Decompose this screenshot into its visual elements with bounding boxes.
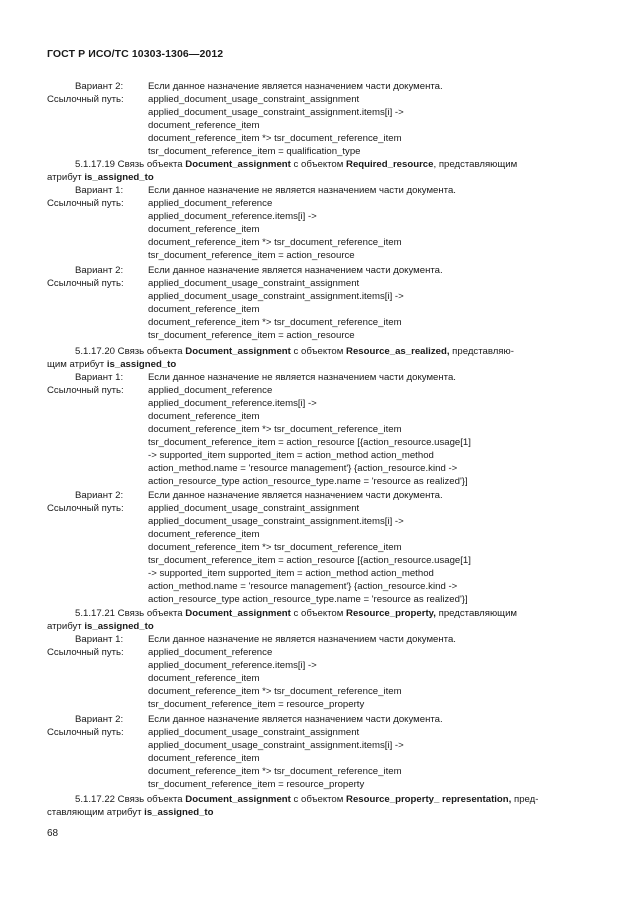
text-line — [148, 265, 443, 277]
bold-term: is_assigned_to — [84, 172, 154, 183]
text-run: Вариант 1: — [75, 634, 124, 645]
text-run: 5.1.17.22 Связь объекта — [75, 794, 186, 805]
text-run: атрибут — [47, 621, 85, 632]
text-run: Вариант 1: — [75, 185, 124, 196]
bold-term: Resource_property_ representation, — [346, 794, 512, 805]
text-run: applied_document_usage_constraint_assignment — [148, 278, 360, 289]
text-run: applied_document_reference.items[i] -> — [148, 660, 317, 671]
text-line — [148, 647, 272, 659]
text-run: 5.1.17.21 Связь объекта — [75, 608, 186, 619]
text-line — [47, 278, 124, 290]
text-line — [148, 753, 259, 765]
text-run: document_reference_item *> tsr_document_reference_item — [148, 317, 402, 328]
text-run: applied_document_reference — [148, 647, 273, 658]
text-run: applied_document_usage_constraint_assignment.items[i] -> — [148, 291, 404, 302]
text-line — [47, 94, 124, 106]
text-line — [148, 424, 402, 436]
text-run: action_resource_type action_resource_type.name = 'resource as realized'}] — [148, 476, 468, 487]
bold-term: is_assigned_to — [144, 807, 214, 818]
text-line — [47, 647, 124, 659]
text-line — [75, 265, 123, 277]
text-line — [148, 120, 259, 132]
text-line — [148, 699, 364, 711]
text-run: document_reference_item — [148, 304, 260, 315]
text-run: пред- — [511, 794, 539, 805]
text-line — [148, 372, 456, 384]
text-line — [148, 398, 317, 410]
text-line — [75, 490, 123, 502]
text-run: Вариант 2: — [75, 265, 124, 276]
text-run: Ссылочный путь: — [47, 503, 124, 514]
text-run: Если данное назначение не является назначением части документа. — [148, 634, 456, 645]
text-run: Вариант 2: — [75, 714, 124, 725]
text-run: document_reference_item — [148, 224, 260, 235]
text-run: document_reference_item *> tsr_document_reference_item — [148, 237, 402, 248]
text-line — [148, 278, 359, 290]
text-run: tsr_document_reference_item = resource_property — [148, 779, 365, 790]
text-line — [148, 237, 402, 249]
text-run: tsr_document_reference_item = action_resource [{action_resource.usage[1] — [148, 437, 471, 448]
text-line — [148, 317, 402, 329]
text-run: Если данное назначение является назначением части документа. — [148, 81, 443, 92]
text-run: представляю- — [449, 346, 514, 357]
text-run: applied_document_reference.items[i] -> — [148, 211, 317, 222]
text-line — [148, 660, 317, 672]
text-run: action_resource_type action_resource_type.name = 'resource as realized'}] — [148, 594, 468, 605]
text-line — [148, 450, 434, 462]
text-run: Ссылочный путь: — [47, 94, 124, 105]
text-run: 5.1.17.19 Связь объекта — [75, 159, 186, 170]
text-run: applied_document_usage_constraint_assignment.items[i] -> — [148, 516, 404, 527]
text-line — [148, 581, 457, 593]
text-run: Ссылочный путь: — [47, 727, 124, 738]
text-line — [148, 81, 443, 93]
bold-term: Document_assignment — [185, 608, 291, 619]
text-run: Если данное назначение является назначением части документа. — [148, 714, 443, 725]
text-line — [148, 146, 361, 158]
text-run: document_reference_item — [148, 120, 260, 131]
text-line — [75, 608, 517, 620]
text-line — [75, 634, 123, 646]
text-line — [148, 529, 259, 541]
text-line — [148, 542, 402, 554]
text-run: -> supported_item supported_item = action_method action_method — [148, 568, 434, 579]
text-run: Вариант 2: — [75, 81, 124, 92]
text-line — [148, 673, 259, 685]
text-line — [148, 503, 359, 515]
bold-term: Resource_property, — [346, 608, 436, 619]
text-run: document_reference_item *> tsr_document_reference_item — [148, 686, 402, 697]
text-run: applied_document_usage_constraint_assignment.items[i] -> — [148, 107, 404, 118]
text-run: document_reference_item *> tsr_document_reference_item — [148, 133, 402, 144]
text-line — [47, 359, 176, 371]
text-line — [47, 621, 154, 633]
text-run: ставляющим атрибут — [47, 807, 145, 818]
text-line — [148, 634, 456, 646]
text-run: tsr_document_reference_item = action_resource — [148, 330, 355, 341]
text-line — [148, 463, 457, 475]
text-line — [148, 211, 317, 223]
text-run: 5.1.17.20 Связь объекта — [75, 346, 186, 357]
bold-term: Document_assignment — [185, 794, 291, 805]
text-line — [148, 224, 259, 236]
text-run: Ссылочный путь: — [47, 647, 124, 658]
text-run: щим атрибут — [47, 359, 107, 370]
text-run: document_reference_item — [148, 411, 260, 422]
text-line — [148, 568, 434, 580]
text-line — [75, 159, 517, 171]
text-run: applied_document_usage_constraint_assignment — [148, 94, 360, 105]
text-line — [75, 794, 538, 806]
text-run: Если данное назначение не является назначением части документа. — [148, 372, 456, 383]
text-line — [148, 250, 355, 262]
text-run: -> supported_item supported_item = action_method action_method — [148, 450, 434, 461]
text-line — [148, 437, 471, 449]
text-run: tsr_document_reference_item = qualification_type — [148, 146, 361, 157]
text-run: , представляющим — [433, 159, 518, 170]
text-line — [148, 411, 259, 423]
text-line — [75, 346, 514, 358]
text-line — [47, 807, 213, 819]
text-run: document_reference_item *> tsr_document_reference_item — [148, 766, 402, 777]
text-run: Если данное назначение является назначением части документа. — [148, 265, 443, 276]
text-line — [75, 372, 123, 384]
text-line — [148, 133, 402, 145]
text-run: Если данное назначение не является назначением части документа. — [148, 185, 456, 196]
text-line — [148, 686, 402, 698]
text-run: Ссылочный путь: — [47, 198, 124, 209]
text-run: атрибут — [47, 172, 85, 183]
text-line — [148, 490, 443, 502]
text-run: Ссылочный путь: — [47, 385, 124, 396]
text-run: applied_document_usage_constraint_assignment — [148, 727, 360, 738]
text-run: tsr_document_reference_item = resource_property — [148, 699, 365, 710]
bold-term: Document_assignment — [185, 159, 291, 170]
text-line — [148, 516, 404, 528]
running-header: ГОСТ Р ИСО/ТС 10303-1306—2012 — [47, 48, 224, 60]
text-run: applied_document_usage_constraint_assignment — [148, 503, 360, 514]
text-run: Ссылочный путь: — [47, 278, 124, 289]
text-run: с объектом — [290, 159, 347, 170]
text-run: tsr_document_reference_item = action_resource — [148, 250, 355, 261]
text-line — [148, 727, 359, 739]
text-run: Если данное назначение является назначением части документа. — [148, 490, 443, 501]
text-line — [148, 740, 404, 752]
text-run: с объектом — [290, 346, 347, 357]
text-run: document_reference_item — [148, 753, 260, 764]
text-run: applied_document_reference.items[i] -> — [148, 398, 317, 409]
text-run: action_method.name = 'resource management'} {action_resource.kind -> — [148, 581, 458, 592]
text-line — [47, 198, 124, 210]
bold-term: is_assigned_to — [106, 359, 177, 370]
text-run: document_reference_item *> tsr_document_reference_item — [148, 542, 402, 553]
text-line — [47, 172, 154, 184]
text-line — [148, 198, 272, 210]
text-run: представляющим — [435, 608, 518, 619]
text-run: Вариант 2: — [75, 490, 124, 501]
page-number: 68 — [47, 828, 59, 839]
text-run: action_method.name = 'resource management'} {action_resource.kind -> — [148, 463, 458, 474]
text-line — [75, 81, 123, 93]
text-line — [148, 291, 404, 303]
text-run: Вариант 1: — [75, 372, 124, 383]
text-line — [148, 555, 471, 567]
text-run: с объектом — [290, 794, 347, 805]
text-line — [75, 185, 123, 197]
text-line — [148, 94, 359, 106]
text-line — [148, 594, 468, 606]
text-line — [148, 107, 404, 119]
text-run: document_reference_item — [148, 673, 260, 684]
text-line — [148, 779, 364, 791]
text-run: applied_document_usage_constraint_assignment.items[i] -> — [148, 740, 404, 751]
text-run: document_reference_item *> tsr_document_reference_item — [148, 424, 402, 435]
text-line — [47, 503, 124, 515]
text-line — [47, 385, 124, 397]
text-run: с объектом — [290, 608, 347, 619]
text-line — [148, 476, 468, 488]
bold-term: Resource_as_realized, — [346, 346, 450, 357]
text-line — [148, 304, 259, 316]
text-line — [148, 714, 443, 726]
text-line — [148, 185, 456, 197]
text-line — [148, 330, 355, 342]
bold-term: Document_assignment — [185, 346, 291, 357]
text-run: tsr_document_reference_item = action_resource [{action_resource.usage[1] — [148, 555, 471, 566]
text-line — [148, 766, 402, 778]
bold-term: Required_resource — [346, 159, 434, 170]
text-line — [47, 727, 124, 739]
text-run: applied_document_reference — [148, 198, 273, 209]
text-run: applied_document_reference — [148, 385, 273, 396]
text-line — [148, 385, 272, 397]
text-run: document_reference_item — [148, 529, 260, 540]
text-line — [75, 714, 123, 726]
bold-term: is_assigned_to — [84, 621, 154, 632]
